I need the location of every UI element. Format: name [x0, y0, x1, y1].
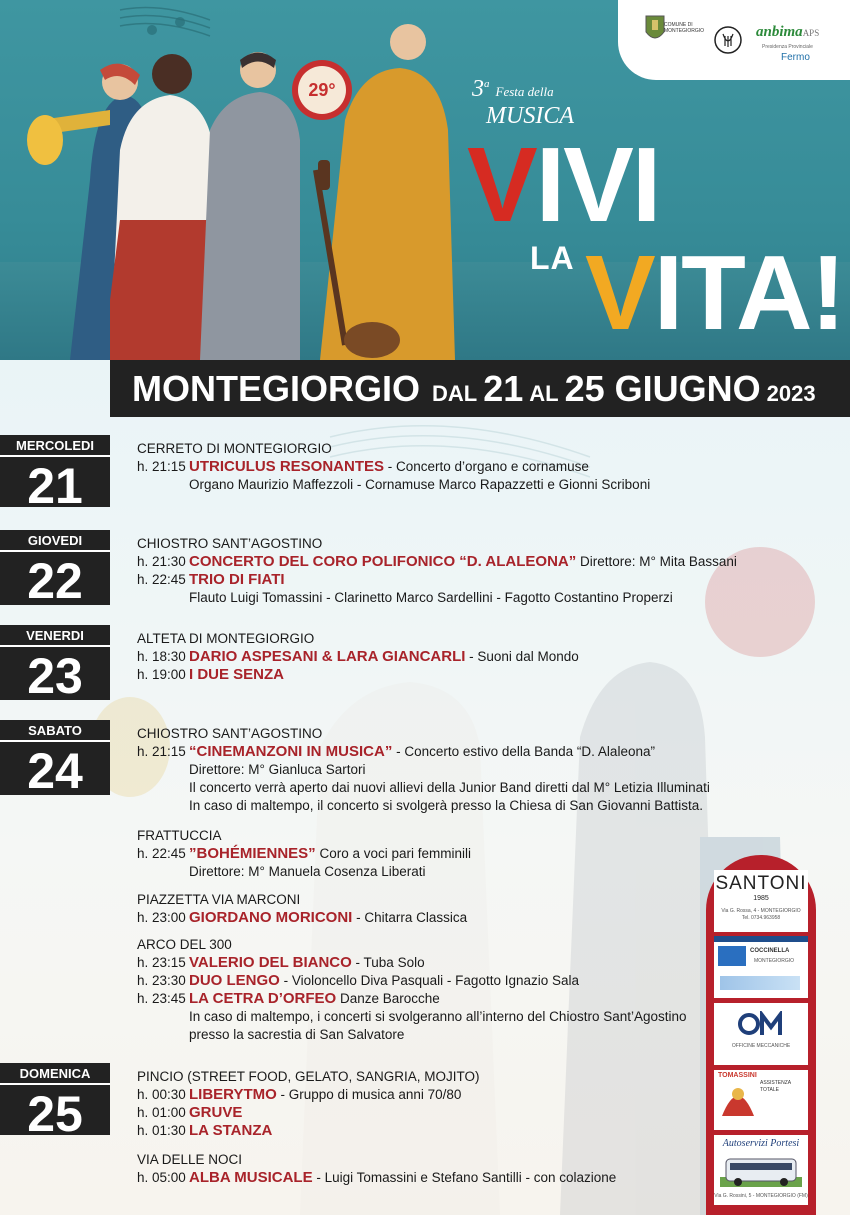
comune-line2: MONTEGIORGIO — [664, 28, 704, 34]
event-row — [137, 909, 467, 927]
event-desc: - Luigi Tomassini e Stefano Santilli - con colazione — [312, 1170, 617, 1185]
coccinella-topbar — [714, 936, 808, 942]
program-23 — [137, 630, 579, 684]
banner-year: 2023 — [766, 381, 816, 406]
tomassini-sub: ASSISTENZA TOTALE — [760, 1080, 791, 1093]
event-time: h. 21:15 — [137, 459, 186, 474]
day-block-23 — [0, 625, 110, 704]
event-title: “CINEMANZONI IN MUSICA” — [189, 743, 393, 760]
event-row — [137, 1122, 480, 1140]
event-time: h. 01:30 — [137, 1123, 186, 1138]
com-sub: OFFICINE MECCANICHE — [731, 1043, 791, 1049]
event-row — [137, 648, 579, 666]
anbima-logo — [756, 24, 819, 41]
day-name: GIOVEDI — [27, 533, 83, 548]
event-detail: Direttore: M° Manuela Cosenza Liberati — [189, 864, 426, 879]
sponsor-tomassini — [714, 1070, 808, 1130]
comune-crest-icon — [644, 14, 666, 44]
program-21 — [137, 440, 650, 494]
event-location: PIAZZETTA VIA MARCONI — [137, 892, 301, 907]
program-24 — [137, 725, 710, 815]
event-time: h. 23:45 — [137, 991, 186, 1006]
anbima-aps: APS — [802, 28, 820, 38]
day-name: VENERDI — [26, 628, 84, 643]
event-title: TRIO DI FIATI — [189, 571, 285, 588]
day-name: DOMENICA — [19, 1066, 91, 1081]
santoni-address: Via G. Rossa, 4 - MONTEGIORGIO — [721, 908, 801, 914]
event-desc: Coro a voci pari femminili — [315, 846, 471, 861]
santoni-tel: Tel. 0734.963958 — [741, 915, 781, 921]
event-location: FRATTUCCIA — [137, 828, 222, 843]
autoservizi-name: Autoservizi Portesi — [722, 1138, 800, 1149]
program-24-frattuccia — [137, 827, 471, 881]
vivi-rest: IVI — [535, 126, 660, 244]
event-detail: Organo Maurizio Maffezzoli - Cornamuse Marco Rapazzetti e Gionni Scriboni — [189, 477, 651, 492]
banner-start: 21 — [483, 368, 524, 409]
headline-vita — [585, 234, 844, 352]
coccinella-name: COCCINELLA — [750, 948, 790, 954]
sponsor-autoservizi — [714, 1135, 808, 1205]
headline-vivi — [467, 126, 660, 244]
lyre-logo-icon — [714, 26, 742, 54]
coccinella-brands — [720, 976, 800, 990]
event-desc: - Gruppo di musica anni 70/80 — [276, 1087, 462, 1102]
event-title: DUO LENGO — [189, 972, 280, 989]
event-title: LA CETRA D’ORFEO — [189, 990, 337, 1007]
event-row — [137, 1104, 480, 1122]
tomassini-name: TOMASSINI — [718, 1072, 757, 1079]
event-time: h. 22:45 — [137, 572, 186, 587]
event-title: DARIO ASPESANI & LARA GIANCARLI — [189, 648, 466, 665]
day-number: 21 — [27, 458, 83, 514]
event-location: CHIOSTRO SANT’AGOSTINO — [137, 536, 323, 551]
banner-city: MONTEGIORGIO — [132, 368, 420, 409]
event-title: LA STANZA — [189, 1122, 273, 1139]
event-title: UTRICULUS RESONANTES — [189, 458, 385, 475]
event-detail: In caso di maltempo, i concerti si svolgeranno all’interno del Chiostro Sant’Agostino — [189, 1009, 687, 1024]
day-block-25 — [0, 1063, 110, 1142]
event-title: ”BOHÉMIENNES” — [189, 845, 316, 862]
autoservizi-address: Via G. Rossini, 5 - MONTEGIORGIO (FM) — [714, 1193, 808, 1199]
event-row — [137, 972, 687, 990]
event-row — [137, 458, 650, 476]
event-time: h. 21:30 — [137, 554, 186, 569]
vita-rest: ITA! — [653, 234, 844, 352]
event-location: VIA DELLE NOCI — [137, 1152, 243, 1167]
day-name: SABATO — [28, 723, 82, 738]
day-number: 25 — [27, 1086, 83, 1142]
event-desc: - Concerto d’organo e cornamuse — [384, 459, 589, 474]
vita-first-letter: V — [585, 234, 654, 352]
event-time: h. 22:45 — [137, 846, 186, 861]
festa-number: 3 — [472, 76, 484, 102]
event-title: I DUE SENZA — [189, 666, 285, 683]
event-location: CHIOSTRO SANT’AGOSTINO — [137, 726, 323, 741]
program-25 — [137, 1068, 480, 1140]
event-location: ALTETA DI MONTEGIORGIO — [137, 631, 315, 646]
sponsor-santoni — [714, 870, 808, 932]
event-desc: - Tuba Solo — [351, 955, 425, 970]
sponsor-com — [714, 1003, 808, 1065]
event-desc: - Violoncello Diva Pasquali - Fagotto Ignazio Sala — [279, 973, 580, 988]
event-desc: Direttore: M° Mita Bassani — [576, 554, 737, 569]
event-title: GIORDANO MORICONI — [189, 909, 353, 926]
event-row — [137, 1086, 480, 1104]
event-detail: Il concerto verrà aperto dai nuovi allievi della Junior Band diretti dal M° Letizia Illuminati — [189, 780, 710, 795]
vivi-first-letter: V — [467, 126, 536, 244]
event-time: h. 23:30 — [137, 973, 186, 988]
event-time: h. 23:15 — [137, 955, 186, 970]
event-row — [137, 553, 737, 571]
bus-icon — [720, 1153, 802, 1187]
program-25-noci — [137, 1151, 616, 1187]
santoni-name: SANTONI — [715, 873, 807, 894]
event-location: ARCO DEL 300 — [137, 937, 232, 952]
banner-dal: DAL — [432, 381, 478, 406]
event-detail: Direttore: M° Gianluca Sartori — [189, 762, 366, 777]
anbima-city: Fermo — [781, 52, 810, 63]
festa-della-musica-title — [472, 72, 574, 128]
event-row — [137, 845, 471, 863]
event-time: h. 23:00 — [137, 910, 186, 925]
event-time: h. 21:15 — [137, 744, 186, 759]
event-title: CONCERTO DEL CORO POLIFONICO “D. ALALEONA” — [189, 553, 577, 570]
event-row — [137, 1169, 616, 1187]
event-title: ALBA MUSICALE — [189, 1169, 313, 1186]
event-location: CERRETO DI MONTEGIORGIO — [137, 441, 332, 456]
day-number: 22 — [27, 553, 83, 609]
sponsor-coccinella — [714, 936, 808, 998]
banner-al: AL — [529, 381, 559, 406]
date-banner — [110, 360, 850, 417]
event-desc: - Chitarra Classica — [352, 910, 468, 925]
event-time: h. 19:00 — [137, 667, 186, 682]
event-desc: - Concerto estivo della Banda “D. Alaleona” — [392, 744, 655, 759]
comune-line1: COMUNE DI — [664, 22, 693, 28]
event-detail: In caso di maltempo, il concerto si svolgerà presso la Chiesa di San Giovanni Battista. — [189, 798, 704, 813]
anbima-name: anbima — [756, 24, 803, 40]
day-name: MERCOLEDI — [16, 438, 94, 453]
event-location: PINCIO (STREET FOOD, GELATO, SANGRIA, MOJITO) — [137, 1069, 480, 1084]
day-block-24 — [0, 720, 110, 799]
festa-line2: MUSICA — [486, 103, 574, 129]
program-24-marconi — [137, 891, 467, 927]
headline-la: LA — [530, 240, 575, 276]
santoni-year: 1985 — [753, 895, 769, 902]
festa-line1: Festa della — [495, 84, 554, 99]
event-row — [137, 666, 579, 684]
program-22 — [137, 535, 737, 607]
tambourine — [292, 60, 352, 120]
event-row — [137, 954, 687, 972]
coccinella-logo-icon — [718, 946, 746, 966]
event-desc: - Suoni dal Mondo — [465, 649, 579, 664]
event-time: h. 01:00 — [137, 1105, 186, 1120]
event-title: LIBERYTMO — [189, 1086, 277, 1103]
day-number: 24 — [27, 743, 83, 799]
event-row — [137, 990, 687, 1008]
festa-sup: a — [484, 78, 490, 90]
event-time: h. 18:30 — [137, 649, 186, 664]
banner-end: 25 GIUGNO — [564, 368, 761, 409]
tambourine-label: 29° — [308, 80, 336, 100]
day-block-22 — [0, 530, 110, 609]
event-title: VALERIO DEL BIANCO — [189, 954, 352, 971]
comune-name — [664, 22, 704, 34]
event-time: h. 05:00 — [137, 1170, 186, 1185]
event-row — [137, 571, 737, 589]
event-desc: Danze Barocche — [336, 991, 440, 1006]
hero-illustration — [0, 0, 850, 360]
event-time: h. 00:30 — [137, 1087, 186, 1102]
coccinella-city: MONTEGIORGIO — [754, 958, 794, 964]
event-detail: presso la sacrestia di San Salvatore — [189, 1027, 405, 1042]
event-detail: Flauto Luigi Tomassini - Clarinetto Marco Sardellini - Fagotto Costantino Properzi — [189, 590, 673, 605]
com-logo-icon — [738, 1011, 784, 1037]
day-block-21 — [0, 435, 110, 514]
event-title: GRUVE — [189, 1104, 243, 1121]
anbima-sub: Presidenza Provinciale — [762, 44, 813, 50]
day-number: 23 — [27, 648, 83, 704]
program-24-arco — [137, 936, 687, 1044]
eagle-logo-icon — [718, 1076, 758, 1124]
event-row — [137, 743, 710, 761]
